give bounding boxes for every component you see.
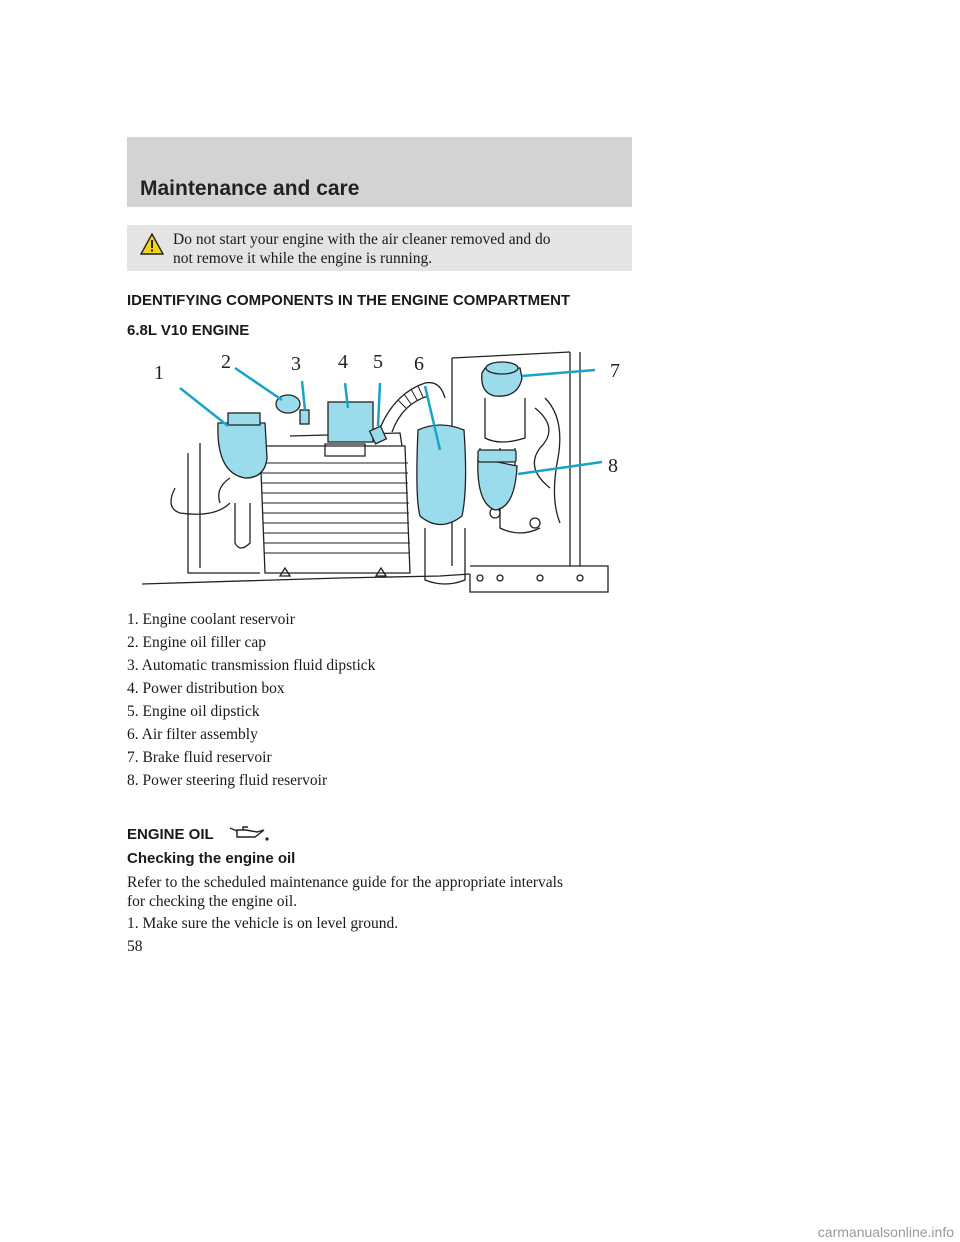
engine-oil-heading: ENGINE OIL — [127, 826, 214, 843]
checking-oil-subheading: Checking the engine oil — [127, 850, 296, 867]
list-item: 1. Engine coolant reservoir — [127, 611, 295, 628]
callout-8: 8 — [608, 455, 618, 477]
oil-paragraph-line-2: for checking the engine oil. — [127, 893, 298, 910]
callout-4: 4 — [338, 351, 348, 373]
list-item: 3. Automatic transmission fluid dipstick — [127, 657, 376, 674]
list-item: 2. Engine oil filler cap — [127, 634, 267, 651]
watermark: carmanualsonline.info — [817, 1224, 954, 1240]
callout-3: 3 — [291, 353, 301, 375]
warning-line-1: Do not start your engine with the air cleaner removed and do — [173, 231, 551, 248]
callout-6: 6 — [414, 353, 424, 375]
warning-text — [173, 230, 623, 268]
components-list — [127, 608, 375, 792]
warning-triangle-icon — [140, 233, 164, 255]
list-item: 7. Brake fluid reservoir — [127, 749, 272, 766]
oil-paragraph-line-1: Refer to the scheduled maintenance guide for the appropriate intervals — [127, 874, 563, 891]
callout-7: 7 — [610, 360, 620, 382]
engine-compartment-illustration — [140, 338, 630, 600]
oil-paragraph — [127, 873, 632, 911]
warning-box — [127, 225, 632, 271]
engine-heading: 6.8L V10 ENGINE — [127, 322, 250, 339]
identifying-heading: IDENTIFYING COMPONENTS IN THE ENGINE COMPARTMENT — [127, 292, 571, 309]
list-item: 8. Power steering fluid reservoir — [127, 772, 328, 789]
warning-line-2: not remove it while the engine is running. — [173, 250, 433, 267]
page-number: 58 — [127, 938, 143, 955]
callout-2: 2 — [221, 351, 231, 373]
oil-step-1: 1. Make sure the vehicle is on level ground. — [127, 915, 399, 932]
header-band — [127, 137, 632, 207]
list-item: 4. Power distribution box — [127, 680, 285, 697]
oil-can-icon — [228, 823, 270, 843]
list-item: 6. Air filter assembly — [127, 726, 258, 743]
section-title: Maintenance and care — [140, 177, 360, 200]
list-item: 5. Engine oil dipstick — [127, 703, 260, 720]
callout-1: 1 — [154, 362, 164, 384]
callout-5: 5 — [373, 351, 383, 373]
